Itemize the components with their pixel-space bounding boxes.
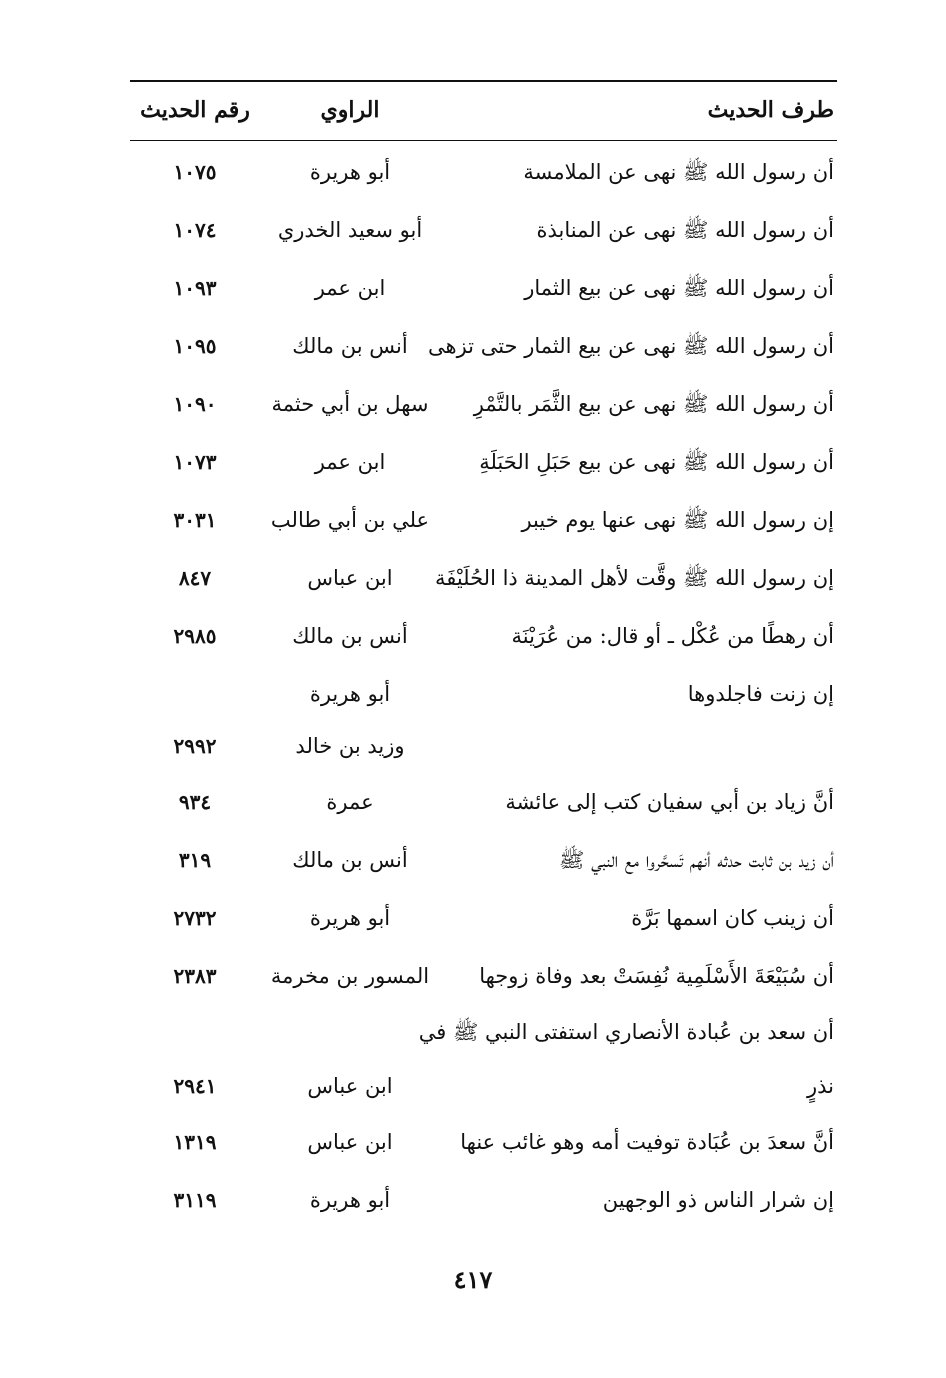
narrator-name: علي بن أبي طالب (270, 508, 430, 532)
hadith-text: أن سعد بن عُبادة الأنصاري استفتى النبي ﷺ في (418, 1020, 834, 1044)
hadith-text: أن رسول الله ﷺ نهى عن بيع الثَّمَر بالتَّمْرِ (473, 392, 834, 416)
narrator-name: سهل بن أبي حثمة (271, 392, 429, 416)
hadith-number: ١٠٧٥ (173, 160, 217, 184)
narrator-name: أنس بن مالك (292, 848, 408, 872)
hadith-text: إن شرار الناس ذو الوجهين (602, 1188, 834, 1212)
hadith-number: ١٣١٩ (173, 1130, 217, 1154)
hadith-number: ٣١١٩ (173, 1188, 217, 1212)
narrator-name: وزيد بن خالد (295, 734, 405, 758)
narrator-name: ابن عباس (307, 1074, 393, 1098)
hadith-text: إن رسول الله ﷺ وقَّت لأهل المدينة ذا الحُلَيْفَة (434, 566, 834, 590)
hadith-number: ٣٠٣١ (173, 508, 217, 532)
hadith-number: ١٠٩٥ (173, 334, 217, 358)
narrator-name: ابن عمر (314, 276, 386, 300)
narrator-name: أبو سعيد الخدري (277, 218, 423, 242)
top-rule (130, 80, 837, 82)
hadith-text: أن رسول الله ﷺ نهى عن الملامسة (523, 160, 834, 184)
hadith-number: ٢٣٨٣ (173, 964, 217, 988)
narrator-name: أبو هريرة (309, 1188, 391, 1212)
hadith-text: أنَّ زياد بن أبي سفيان كتب إلى عائشة (505, 790, 834, 814)
narrator-name: ابن عمر (314, 450, 386, 474)
hadith-number: ٢٩٤١ (173, 1074, 217, 1098)
hadith-number: ٣١٩ (178, 848, 212, 872)
hadith-text: إن رسول الله ﷺ نهى عنها يوم خيبر (521, 508, 834, 532)
narrator-name: أنس بن مالك (292, 624, 408, 648)
hadith-text: إن زنت فاجلدوها (687, 682, 834, 706)
hadith-number: ٢٩٨٥ (173, 624, 217, 648)
hadith-text: أن زيد بن ثابت حدثه أنهم تَسحَّروا مع النبي ﷺ (559, 848, 834, 872)
narrator-name: ابن عباس (307, 1130, 393, 1154)
narrator-name: أنس بن مالك (292, 334, 408, 358)
hadith-number: ١٠٩٠ (173, 392, 217, 416)
hadith-text: أن زينب كان اسمها بَرَّة (631, 906, 834, 930)
hadith-text: أن رهطًا من عُكْل ـ أو قال: من عُرَيْنَة (511, 624, 834, 648)
hadith-number: ١٠٩٣ (173, 276, 217, 300)
hadith-text: أن رسول الله ﷺ نهى عن بيع حَبَلِ الحَبَلَةِ (479, 450, 834, 474)
hadith-text: أن رسول الله ﷺ نهى عن بيع الثمار (524, 276, 834, 300)
header-number: رقم الحديث (140, 97, 250, 123)
hadith-number: ١٠٧٤ (173, 218, 217, 242)
header-rule (130, 140, 837, 141)
hadith-number: ٩٣٤ (178, 790, 212, 814)
narrator-name: عمرة (326, 790, 374, 814)
hadith-text: أن رسول الله ﷺ نهى عن المنابذة (536, 218, 834, 242)
hadith-text: أن رسول الله ﷺ نهى عن بيع الثمار حتى تزهى (428, 334, 834, 358)
hadith-number: ٢٧٣٢ (173, 906, 217, 930)
hadith-text: أن سُبَيْعَةَ الأَسْلَمِية نُفِسَتْ بعد وفاة زوجها (479, 964, 834, 988)
hadith-number: ٨٤٧ (178, 566, 212, 590)
narrator-name: أبو هريرة (309, 906, 391, 930)
narrator-name: ابن عباس (307, 566, 393, 590)
page-number: ٤١٧ (453, 1265, 493, 1294)
narrator-name: المسور بن مخرمة (270, 964, 430, 988)
hadith-text: أنَّ سعدَ بن عُبَادة توفيت أمه وهو غائب عنها (460, 1130, 834, 1154)
header-narrator: الراوي (320, 97, 380, 123)
header-hadith: طرف الحديث (707, 97, 834, 123)
hadith-text: نذرٍ (806, 1074, 834, 1098)
narrator-name: أبو هريرة (309, 682, 391, 706)
hadith-number: ٢٩٩٢ (173, 734, 217, 758)
hadith-number: ١٠٧٣ (173, 450, 217, 474)
narrator-name: أبو هريرة (309, 160, 391, 184)
